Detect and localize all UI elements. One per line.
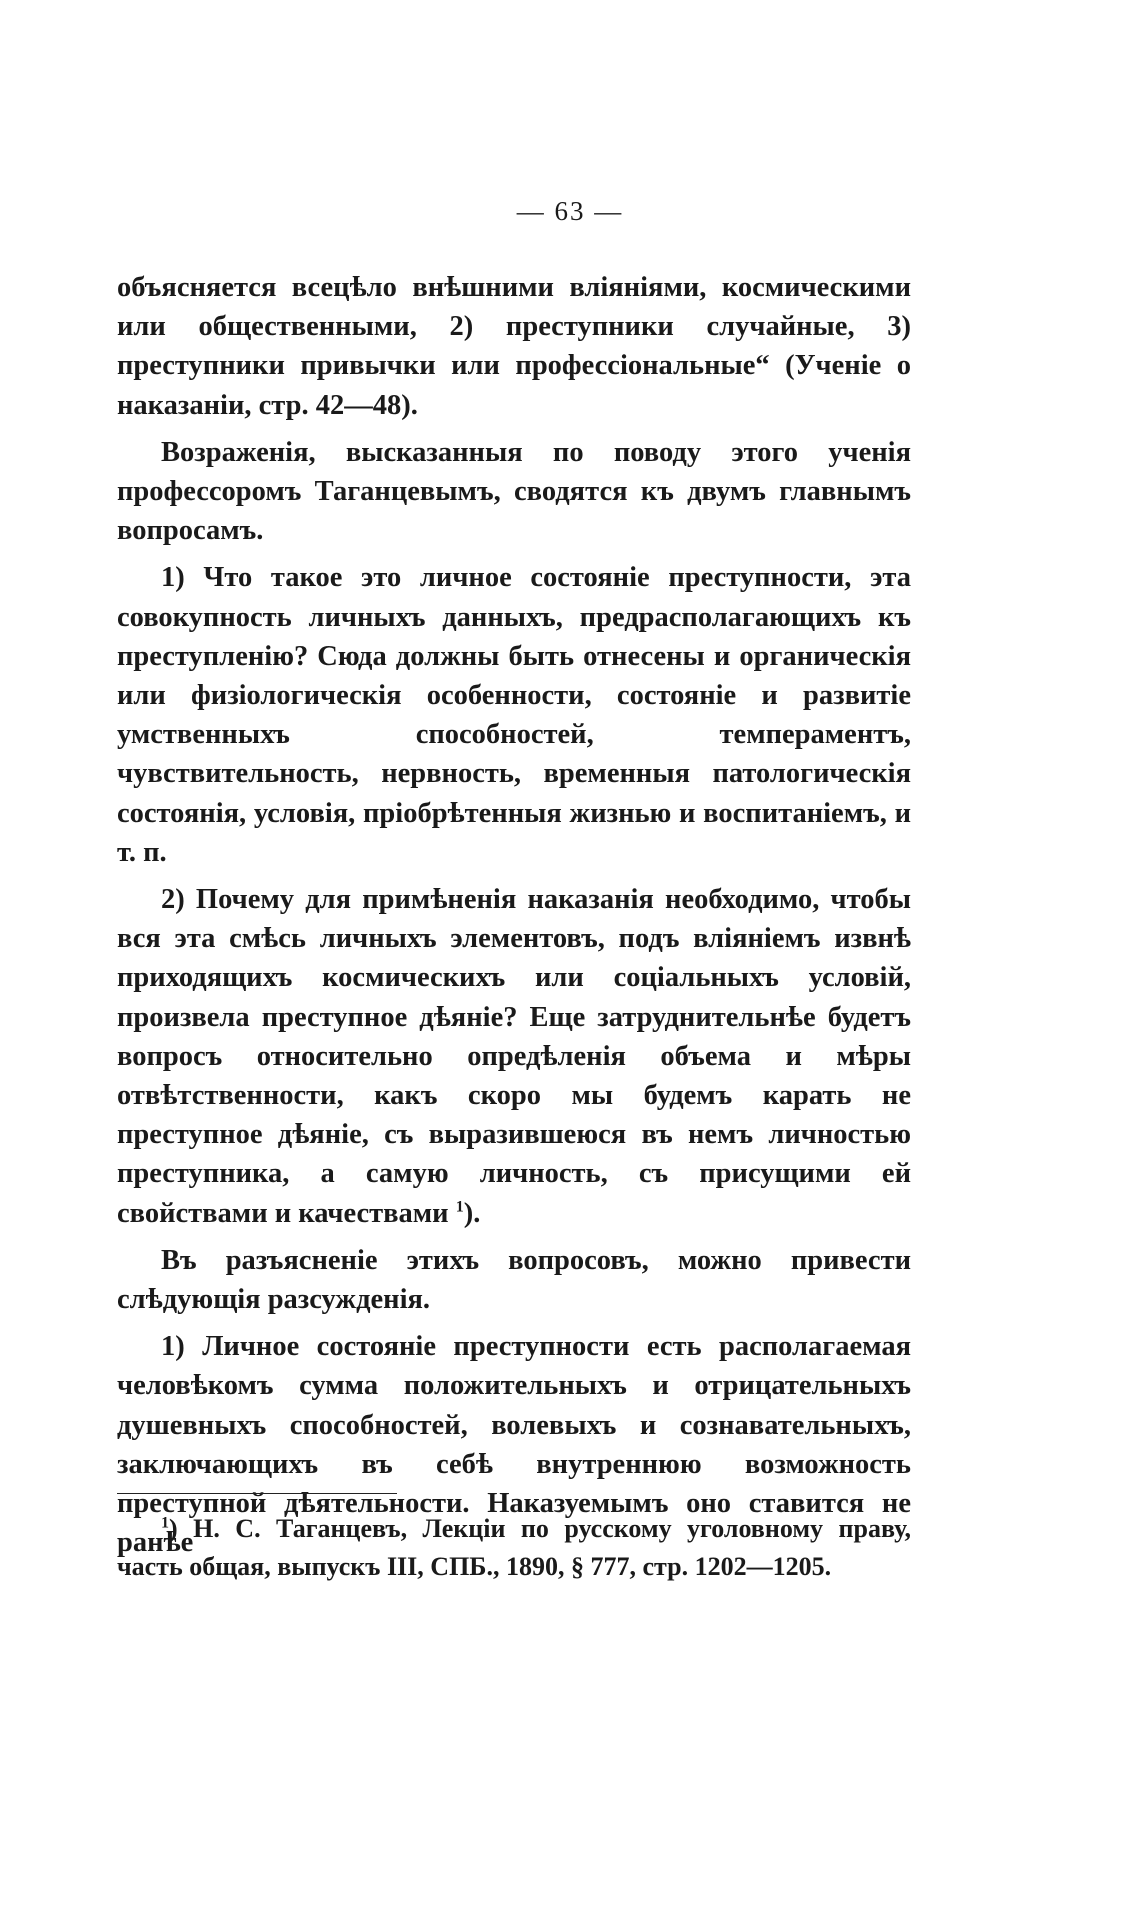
paragraph-continuation: объясняется всецѣло внѣшними вліяніями, космическими или общественными, 2) преступники случайные, 3) преступники привычки или профессіональные“ (Ученіе о наказаніи, стр. 42—48). [117, 272, 911, 421]
footnote [117, 1510, 911, 1586]
paragraph-question-2-end: ). [463, 1197, 481, 1229]
paragraph-objections: Возраженія, высказанныя по поводу этого ученія профессоромъ Таганцевымъ, сводятся къ двумъ главнымъ вопросамъ. [117, 436, 911, 547]
main-text [117, 268, 911, 1571]
paragraph-question-1: 1) Что такое это личное состояніе преступности, эта совокупность личныхъ данныхъ, предрасполагающихъ къ преступленію? Сюда должны быть отнесены и органическія или физіологическія особенности, состояніе и развитіе умственныхъ способностей, темпераментъ, чувствительность, нервность, временныя патологическія состоянія, условія, пріобрѣтенныя жизнью и воспитаніемъ, и т. п. [117, 562, 911, 868]
footnote-reference: 1 [455, 1198, 464, 1216]
paragraph-question-2-text: 2) Почему для примѣненія наказанія необходимо, чтобы вся эта смѣсь личныхъ элементовъ, подъ вліяніемъ извнѣ приходящихъ космическихъ или соціальныхъ условій, произвела преступное дѣяніе? Еще затруднительнѣе будетъ вопросъ относительно опредѣленія объема и мѣры отвѣтственности, какъ скоро мы будемъ карать не преступное дѣяніе, съ выразившеюся въ немъ личностью преступника, а самую личность, съ присущими ей свойствами и качествами [117, 884, 911, 1229]
paragraph-question-2 [117, 880, 911, 1233]
paragraph-answer-1: 1) Личное состояніе преступности есть располагаемая человѣкомъ сумма положительныхъ и отрицательныхъ душевныхъ способностей, волевыхъ и сознавательныхъ, заключающихъ въ себѣ внутреннюю возможность преступной дѣятельности. Наказуемымъ оно ставится не ранѣе [117, 1331, 911, 1559]
footnote-divider [117, 1493, 397, 1494]
footnote-marker: 1 [161, 1514, 169, 1532]
paragraph-explanation-intro: Въ разъясненіе этихъ вопросовъ, можно привести слѣдующія разсужденія. [117, 1244, 911, 1316]
page-number: — 63 — [516, 196, 624, 226]
footnote-text: ) Н. С. Таганцевъ, Лекціи по русскому уголовному праву, часть общая, выпускъ III, СПБ., 1890, § 777, стр. 1202—1205. [117, 1514, 911, 1581]
